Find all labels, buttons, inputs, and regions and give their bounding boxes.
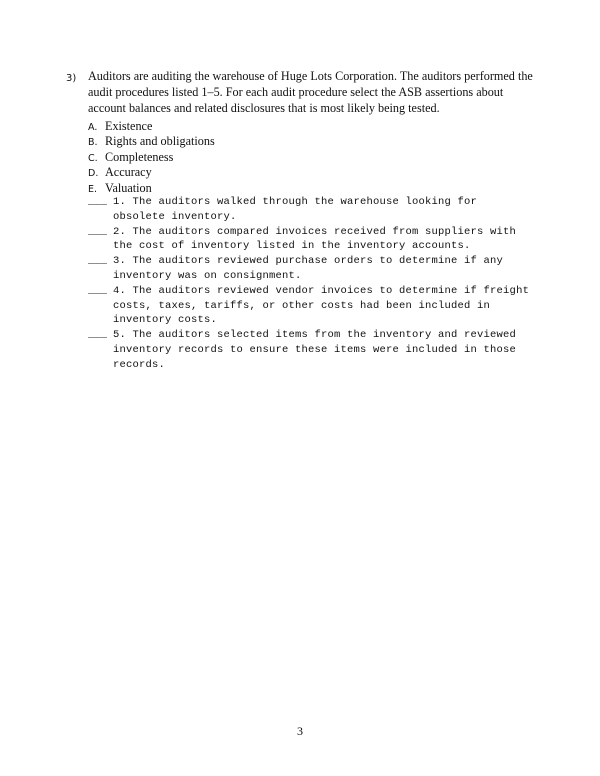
procedure-text: 4. The auditors reviewed vendor invoices to determine if freight costs, taxes, tariffs, or other costs had been included in inventory costs.: [113, 284, 530, 327]
page-number: 3: [297, 724, 303, 738]
option-a: [88, 118, 215, 133]
procedure-3: [88, 254, 533, 284]
option-b: [88, 133, 215, 148]
procedure-1: [88, 195, 533, 225]
answer-blank: ___: [88, 284, 107, 297]
question-text: Auditors are auditing the warehouse of Huge Lots Corporation. The auditors performed the audit procedures listed 1–5. For each audit procedure select the ASB assertions about account balances and related disclosures that is most likely being tested.: [88, 69, 533, 115]
option-e: [88, 180, 215, 195]
option-label: Existence: [105, 119, 153, 133]
option-letter: A.: [88, 122, 98, 133]
answer-blank: ___: [88, 255, 107, 268]
procedure-4: [88, 284, 533, 328]
procedure-text: 5. The auditors selected items from the inventory and reviewed inventory records to ensure these items were included in those records.: [113, 329, 517, 371]
option-label: Accuracy: [105, 165, 152, 180]
procedure-text: 3. The auditors reviewed purchase orders to determine if any inventory was on consignment.: [113, 255, 504, 282]
option-label: Rights and obligations: [105, 134, 215, 149]
procedure-2: [88, 225, 533, 255]
option-letter: E.: [88, 183, 98, 195]
option-c: [88, 149, 215, 164]
option-letter: B.: [88, 137, 98, 149]
procedure-5: [88, 328, 533, 372]
procedure-text: 2. The auditors compared invoices received from suppliers with the cost of inventory listed in the inventory accounts.: [113, 225, 517, 253]
answer-blank: ___: [88, 329, 107, 342]
audit-procedures-list: [88, 195, 533, 373]
procedure-text: 1. The auditors walked through the warehouse looking for obsolete inventory.: [113, 196, 478, 223]
answer-options-list: [88, 118, 215, 195]
option-label: Valuation: [105, 180, 152, 195]
question-number: 3): [66, 73, 77, 84]
option-d: [88, 164, 215, 179]
option-letter: D.: [88, 168, 99, 180]
option-letter: C.: [88, 152, 98, 164]
option-label: Completeness: [105, 149, 174, 164]
answer-blank: ___: [88, 225, 107, 238]
answer-blank: ___: [88, 196, 107, 208]
